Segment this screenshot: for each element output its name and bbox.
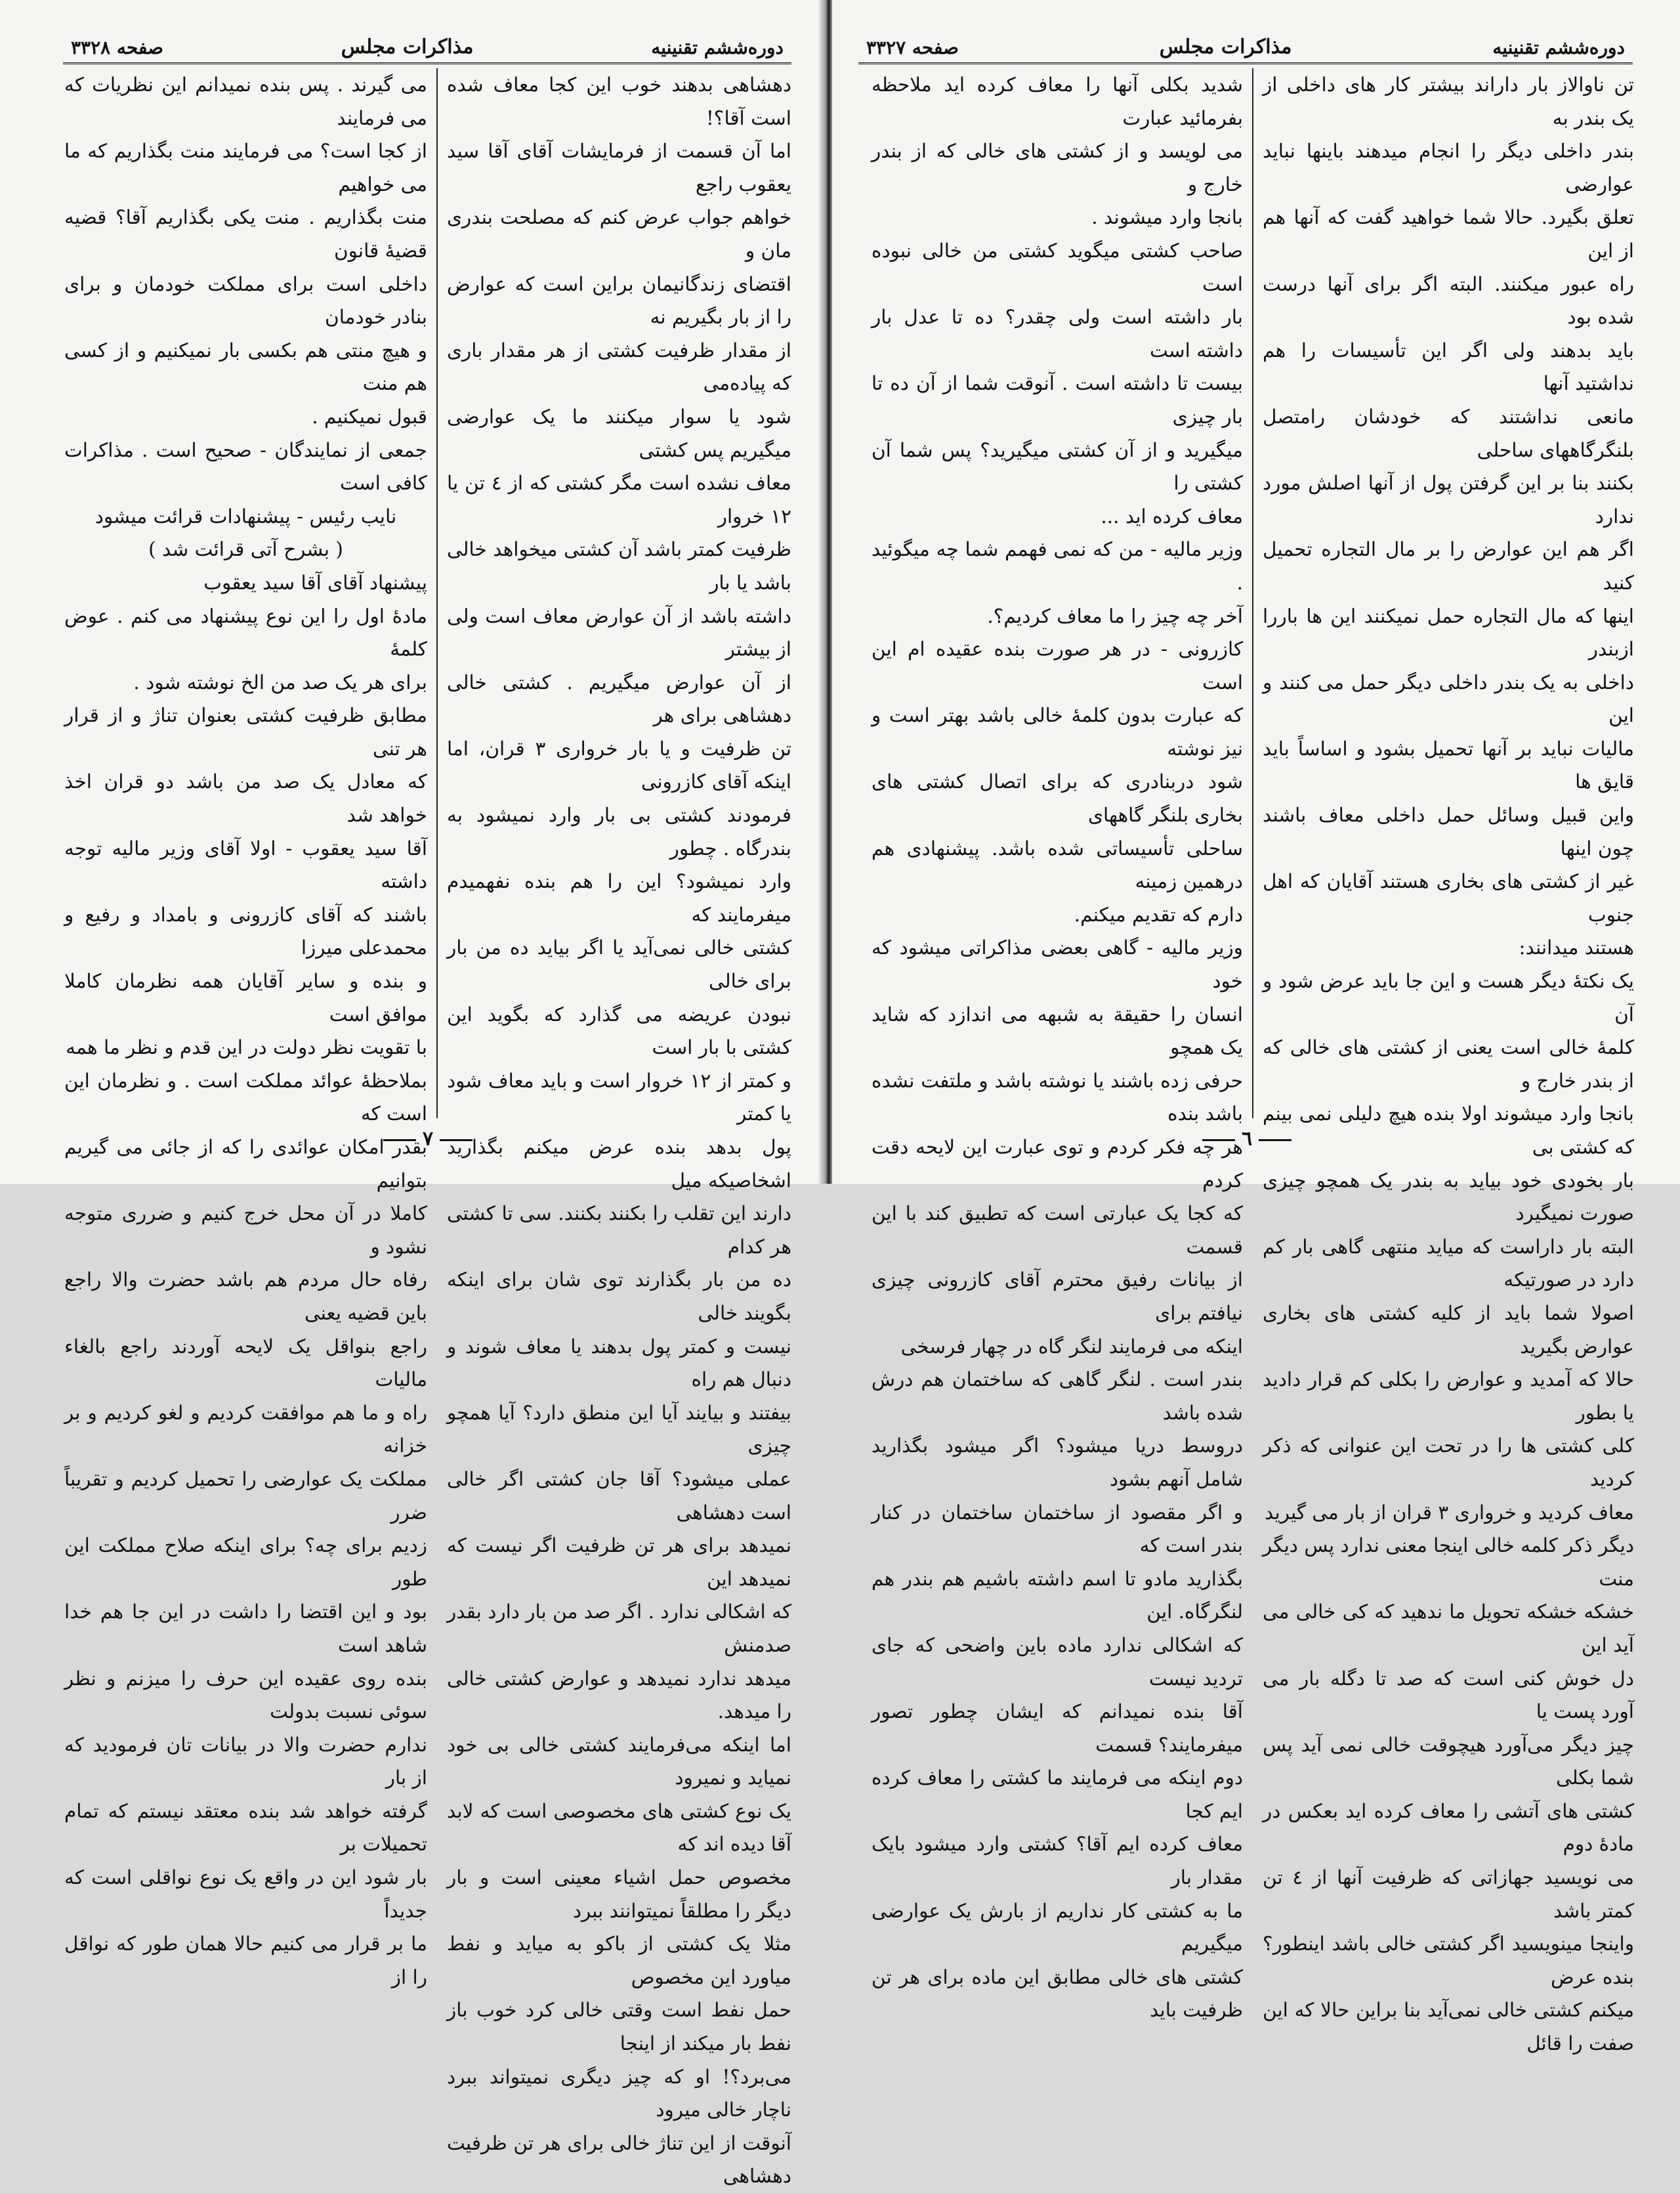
text-line: که اشکالی ندارد . اگر صد من بار دارد بقدر صدمنش <box>446 1600 791 1656</box>
text-line: اما اینکه می‌فرمایند کشتی خالی بی خود نمیاید و نمیرود <box>446 1733 791 1789</box>
text-line: آنوقت از این تناژ خالی برای هر تن ظرفیت دهشاهی <box>446 2131 791 2188</box>
text-line: کشتی های خالی مطابق این ماده برای هر تن ظرفیت باید <box>872 1965 1243 2022</box>
text-line: شدید بکلی آنها را معاف کرده اید ملاحظه بفرمائید عبارت <box>872 73 1243 129</box>
text-line: اما آن قسمت از فرمایشات آقای آقا سید یعقوب راجع <box>446 140 791 196</box>
text-line: پول بدهد بنده عرض میکنم بگذارید اشخاصیکه میل <box>446 1136 791 1192</box>
text-line: ( بشرح آتی قرائت شد ) <box>148 538 343 561</box>
text-line: بندر است . لنگر گاهی که ساختمان هم درش شده باشد <box>872 1368 1243 1424</box>
text-line: داخلی است برای مملکت خودمان و برای بنادر خودمان <box>64 272 427 329</box>
text-line: حالا که آمدید و عوارض را بکلی کم قرار دادید یا بطور <box>1263 1368 1634 1424</box>
text-line: می‌برد؟! او که چیز دیگری نمیتواند ببرد ناچار خالی میرود <box>446 2065 791 2121</box>
text-line: مادهٔ اول را این نوع پیشنهاد می کنم . عوض کلمهٔ <box>64 604 427 661</box>
left-page-period: دوره‌ششم تقنینیه <box>651 37 784 58</box>
text-line: معاف کرده ایم آقا؟ کشتی وارد میشود بایک مقدار بار <box>872 1833 1243 1889</box>
text-line: قبول نمیکنیم . <box>312 405 427 428</box>
text-line: که عبارت بدون کلمهٔ خالی باشد بهتر است و نیز نوشته <box>872 704 1243 760</box>
text-line: بانجا وارد میشوند . <box>1091 206 1243 229</box>
text-line: معاف نشده است مگر کشتی که از ٤ تن یا ١٢ خروار <box>446 472 791 528</box>
text-line: بار شود این در واقع یک نوع نواقلی است که جدیداً <box>64 1866 427 1922</box>
text-line: بملاحظهٔ عوائد مملکت است . و نظرمان این است که <box>64 1069 427 1125</box>
right-page-period: دوره‌ششم تقنینیه <box>1492 37 1625 58</box>
text-line: میگیرید و از آن کشتی میگیرید؟ پس شما آن کشتی را <box>872 438 1243 495</box>
text-line: اینها که مال التجاره حمل نمیکنند این ها باررا ازبندر <box>1263 604 1634 661</box>
text-line: مملکت یک عوارضی را تحمیل کردیم و تقریباً ضرر <box>64 1467 427 1524</box>
text-line: از بیانات رفیق محترم آقای کازرونی چیزی نیافتم برای <box>872 1268 1243 1324</box>
text-line: تن ناوالاز بار داراند بیشتر کار های داخلی از یک بندر به <box>1263 73 1634 129</box>
text-line: که کجا یک عبارتی است که تطبیق کند با این قسمت <box>872 1202 1243 1258</box>
text-line: معاف کردید و خرواری ٣ قران از بار می گیرید <box>1265 1501 1634 1524</box>
text-line: دارم که تقدیم میکنم. <box>1074 903 1243 926</box>
right-page-header <box>858 30 1633 64</box>
text-line: که اشکالی ندارد ماده باین واضحی که جای تردید نیست <box>872 1633 1243 1690</box>
text-line: نبودن عریضه می گذارد که بگوید این کشتی با بار است <box>446 1003 791 1059</box>
text-line: بانجا وارد میشوند اولا بنده هیچ دلیلی نمی بینم که کشتی بی <box>1263 1102 1634 1158</box>
text-line: راجع بنواقل یک لایحه آوردند راجع بالغاء مالیات <box>64 1335 427 1391</box>
text-line: تن ظرفیت و یا بار خرواری ٣ قران، اما اینکه آقای کازرونی <box>446 737 791 793</box>
text-line: بیست تا داشته است . آنوقت شما از آن ده تا بار چیزی <box>872 372 1243 428</box>
text-line: پیشنهاد آقای آقا سید یعقوب <box>203 571 427 594</box>
text-line: با تقویت نظر دولت در این قدم و نظر ما همه <box>66 1036 427 1059</box>
text-line: واینجا مینویسید اگر کشتی خالی باشد اینطور؟ بنده عرض <box>1263 1932 1634 1988</box>
text-line: ندارم حضرت والا در بیانات تان فرمودید که از بار <box>64 1733 427 1789</box>
text-line: راه و ما هم موافقت کردیم و لغو کردیم و بر خزانه <box>64 1401 427 1457</box>
text-line: واین قبیل وسائل حمل داخلی معاف باشند چون اینها <box>1263 804 1634 860</box>
text-line: انسان را حقیقة به شبهه می اندازد که شاید یک همچو <box>872 1003 1243 1059</box>
text-line: زدیم برای چه؟ برای اینکه صلاح مملکت این طور <box>64 1534 427 1590</box>
text-line: دروسط دریا میشود؟ اگر میشود بگذارید شامل آنهم بشود <box>872 1434 1243 1490</box>
text-line: فرمودند کشتی بی بار وارد نمیشود به بندرگاه . چطور <box>446 804 791 860</box>
text-line: نیست و کمتر پول بدهند یا معاف شوند و دنبال هم راه <box>446 1335 791 1391</box>
text-line: کشتی های آتشی را معاف کرده اید بعکس در مادهٔ دوم <box>1263 1799 1634 1856</box>
text-line: کاملا در آن محل خرج کنیم و ضرری متوجه نشود و <box>64 1202 427 1258</box>
text-line: چیز دیگر می‌آورد هیچوقت خالی نمی آید پس شما بکلی <box>1263 1733 1634 1789</box>
text-line: هر چه فکر کردم و توی عبارت این لایحه دقت کردم <box>872 1136 1243 1192</box>
text-line: دیگر ذکر کلمه خالی اینجا معنی ندارد پس دیگر منت <box>1263 1534 1634 1590</box>
left-page-number: صفحه ٣٣٢٨ <box>71 37 163 58</box>
left-page-title: مذاکرات مجلس <box>341 35 474 58</box>
right-page-columns <box>860 68 1634 2055</box>
text-line: شود یا سوار میکنند ما یک عوارضی میگیریم پس کشتی <box>446 405 791 461</box>
text-line: وزیر مالیه - گاهی بعضی مذاکراتی میشود که خود <box>872 936 1243 993</box>
right-page-footer-number: ٦ <box>1241 1127 1253 1150</box>
text-line: اگر هم این عوارض را بر مال التجاره تحمیل کنید <box>1263 538 1634 594</box>
text-line: باشند که آقای کازرونی و بامداد و رفیع و محمدعلی میرزا <box>64 903 427 959</box>
text-line: مثلا یک کشتی از باکو به میاید و نفط میاورد این مخصوص <box>446 1932 791 1988</box>
text-line: ده من بار بگذارند توی شان برای اینکه بگویند خالی <box>446 1268 791 1324</box>
text-line: دهشاهی بدهند خوب این کجا معاف شده است آقا؟! <box>446 73 791 129</box>
text-line: ظرفیت کمتر باشد آن کشتی میخواهد خالی باشد یا بار <box>446 538 791 594</box>
text-line: یک نوع کشتی های مخصوصی است که لابد آقا دیده اند که <box>446 1799 791 1856</box>
text-line: کشتی خالی نمی‌آید یا اگر بیاید ده من بار برای خالی <box>446 936 791 993</box>
right-page <box>832 0 1680 2055</box>
text-line: صاحب کشتی میگوید کشتی من خالی نبوده است <box>872 239 1243 295</box>
text-line: نایب رئیس - پیشنهادات قرائت میشود <box>94 505 397 528</box>
left-page-footer <box>64 1127 791 1154</box>
text-line: شود دربنادری که برای اتصال کشتی های بخاری بلنگر گاههای <box>872 770 1243 827</box>
left-page-left-column <box>64 68 436 1988</box>
text-line: بنده روی عقیده این حرف را میزنم و نظر سوئی نسبت بدولت <box>64 1667 427 1723</box>
text-line: می نویسید جهازاتی که ظرفیت آنها از ٤ تن کمتر باشد <box>1263 1866 1634 1922</box>
text-line: ساحلی تأسیساتی شده باشد. پیشنهادی هم درهمین زمینه <box>872 837 1243 893</box>
left-page-columns <box>64 68 791 2188</box>
text-line: که معادل یک صد من باشد دو قران اخذ خواهد شد <box>64 770 427 827</box>
text-line: آقا بنده نمیدانم که ایشان چطور تصور میفرمایند؟ قسمت <box>872 1700 1243 1756</box>
text-line: نمیدهد برای هر تن ظرفیت اگر نیست که نمیدهد این <box>446 1534 791 1590</box>
text-line: معاف کرده اید ... <box>1101 505 1243 528</box>
text-line: دوم اینکه می فرمایند ما کشتی را معاف کرده ایم کجا <box>872 1766 1243 1822</box>
text-line: داشته باشد از آن عوارض معاف است ولی از بیشتر <box>446 604 791 661</box>
text-line: عملی میشود؟ آقا جان کشتی اگر خالی است دهشاهی <box>446 1467 791 1524</box>
text-line: البته بار داراست که میاید منتهی گاهی بار کم دارد در صورتیکه <box>1263 1235 1634 1291</box>
text-line: می گیرند . پس بنده نمیدانم این نظریات که می فرمایند <box>64 73 427 129</box>
text-line: آخر چه چیز را ما معاف کردیم؟. <box>987 604 1243 627</box>
text-line: یک نکتهٔ دیگر هست و این جا باید عرض شود و آن <box>1263 970 1634 1026</box>
text-line: کلمهٔ خالی است یعنی از کشتی های خالی که از بندر خارج و <box>1263 1036 1634 1092</box>
text-line: اصولا شما باید از کلیه کشتی های بخاری عوارض بگیرید <box>1263 1301 1634 1358</box>
text-line: کازرونی - در هر صورت بنده عقیده ام این است <box>872 638 1243 694</box>
text-line: مانعی نداشتند که خودشان رامتصل بلنگرگاههای ساحلی <box>1263 405 1634 461</box>
text-line: خشکه خشکه تحویل ما ندهید که کی خالی می آید این <box>1263 1600 1634 1656</box>
text-line: آقا سید یعقوب - اولا آقای وزیر مالیه توجه داشته <box>64 837 427 893</box>
text-line: و اگر مقصود از ساختمان ساختمان در کنار بندر است که <box>872 1501 1243 1557</box>
right-page-number: صفحه ٣٣٢٧ <box>866 37 959 58</box>
text-line: میکنم کشتی خالی نمی‌آید بنا براین حالا که این صفت را قائل <box>1263 1999 1634 2055</box>
text-line: راه عبور میکنند. البته اگر برای آنها درست شده بود <box>1263 272 1634 329</box>
right-page-title: مذاکرات مجلس <box>1159 35 1292 58</box>
text-line: بندر داخلی دیگر را انجام میدهند باینها نباید عوارضی <box>1263 140 1634 196</box>
text-line: بار داشته است ولی چقدر؟ ده تا عدل بار داشته است <box>872 306 1243 362</box>
text-line: کلی کشتی ها را در تحت این عنوانی که ذکر کردید <box>1263 1434 1634 1490</box>
text-line: بود و این اقتضا را داشت در این جا هم خدا شاهد است <box>64 1600 427 1656</box>
text-line: باید بدهند ولی اگر این تأسیسات را هم نداشتید آنها <box>1263 339 1634 395</box>
text-line: خواهم جواب عرض کنم که مصلحت بندری مان و <box>446 206 791 262</box>
text-line: می لویسد و از کشتی های خالی که از بندر خارج و <box>872 140 1243 196</box>
text-line: حرفی زده باشند یا نوشته باشد و ملتفت نشده باشد بنده <box>872 1069 1243 1125</box>
text-line: وزیر مالیه - من که نمی فهمم شما چه میگوئید . <box>872 538 1243 594</box>
right-page-left-column <box>872 68 1252 2022</box>
text-line: بار بخودی خود بیاید به بندر یک همچو چیزی صورت نمیگیرد <box>1263 1169 1634 1225</box>
text-line: غیر از کشتی های بخاری هستند آقایان که اهل جنوب <box>1263 870 1634 926</box>
text-line: ما بر قرار می کنیم حالا همان طور که نواقل را از <box>64 1932 427 1988</box>
text-line: حمل نفط است وقتی خالی کرد خوب باز نفط بار میکند از اینجا <box>446 1999 791 2055</box>
text-line: بگذارید مادو تا اسم داشته باشیم هم بندر هم لنگرگاه. این <box>872 1567 1243 1623</box>
right-page-right-column <box>1253 68 1634 2055</box>
right-page-footer <box>860 1127 1634 1154</box>
text-line: و کمتر از ١٢ خروار است و باید معاف شود یا کمتر <box>446 1069 791 1125</box>
text-line: ما به کشتی کار نداریم از بارش یک عوارضی میگیریم <box>872 1899 1243 1955</box>
left-page <box>0 0 828 2188</box>
text-line: رفاه حال مردم هم باشد حضرت والا راجع باین قضیه یعنی <box>64 1268 427 1324</box>
text-line: گرفته خواهد شد بنده معتقد نیستم که تمام تحمیلات بر <box>64 1799 427 1856</box>
text-line: داخلی به یک بندر داخلی دیگر حمل می کنند و این <box>1263 671 1634 727</box>
text-line: اینکه می فرمایند لنگر گاه در چهار فرسخی <box>900 1335 1243 1358</box>
text-line: از مقدار ظرفیت کشتی از هر مقدار باری که پیاده‌می <box>446 339 791 395</box>
text-line: دارند این تقلب را بکنند بکنند. سی تا کشتی هر کدام <box>446 1202 791 1258</box>
text-line: میدهد ندارد نمیدهد و عوارض کشتی خالی را میدهد. <box>446 1667 791 1723</box>
text-line: مالیات نباید بر آنها تحمیل بشود و اساساً باید قایق ها <box>1263 737 1634 793</box>
text-line: برای هر یک صد من الخ نوشته شود . <box>133 671 427 694</box>
text-line: و هیچ منتی هم بکسی بار نمیکنیم و از کسی هم منت <box>64 339 427 395</box>
text-line: منت بگذاریم . منت یکی بگذاریم آقا؟ قضیه قضیهٔ قانون <box>64 206 427 262</box>
text-line: و بنده و سایر آقایان همه نظرمان کاملا موافق است <box>64 970 427 1026</box>
text-line: از آن عوارض میگیریم . کشتی خالی دهشاهی برای هر <box>446 671 791 727</box>
text-line: مخصوص حمل اشیاء معینی است و بار دیگر را مطلقاً نمیتوانند ببرد <box>446 1866 791 1922</box>
text-line: بکنند بنا بر این گرفتن پول از آنها اصلش مورد ندارد <box>1263 472 1634 528</box>
text-line: دل خوش کنی است که صد تا دگله بار می آورد پست یا <box>1263 1667 1634 1723</box>
left-page-header <box>63 30 791 64</box>
left-page-right-column <box>438 68 791 2188</box>
text-line: جمعی از نمایندگان - صحیح است . مذاکرات کافی است <box>64 438 427 495</box>
text-line: بقدر امکان عوائدی را که از جائی می گیریم بتوانیم <box>64 1136 427 1192</box>
text-line: مطابق ظرفیت کشتی بعنوان تناژ و از قرار هر تنی <box>64 704 427 760</box>
text-line: بیفتند و بیایند آیا این منطق دارد؟ آیا همچو چیزی <box>446 1401 791 1457</box>
text-line: اقتضای زندگانیمان براین است که عوارض را از بار بگیریم نه <box>446 272 791 329</box>
text-line: تعلق بگیرد. حالا شما خواهید گفت که آنها هم از این <box>1263 206 1634 262</box>
text-line: هستند میدانند: <box>1519 936 1634 959</box>
text-line: وارد نمیشود؟ این را هم بنده نفهمیدم میفرمایند که <box>446 870 791 926</box>
text-line: از کجا است؟ می فرمایند منت بگذاریم که ما می خواهیم <box>64 140 427 196</box>
left-page-footer-number: ٧ <box>422 1127 434 1150</box>
